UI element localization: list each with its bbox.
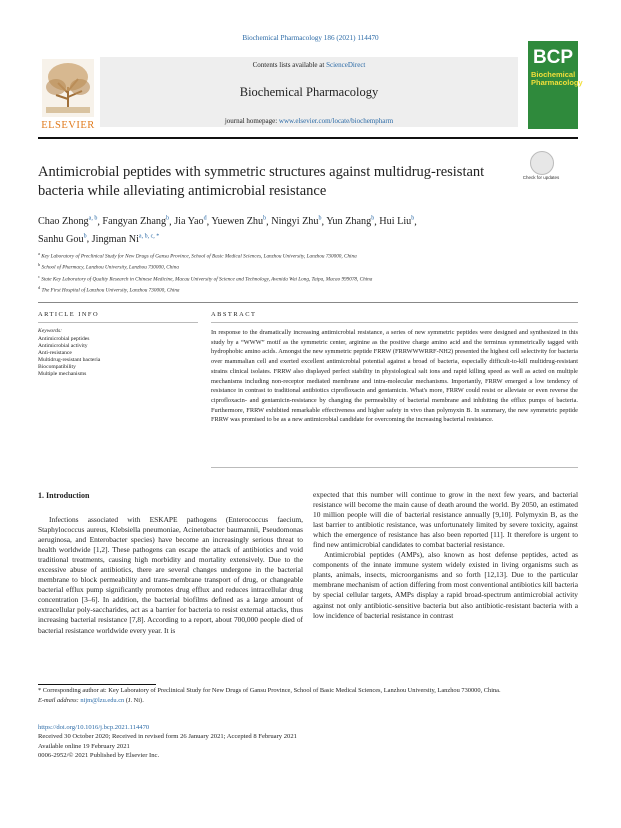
publication-info xyxy=(38,723,578,761)
email-line xyxy=(38,696,578,706)
corresponding-author-note: * Corresponding author at: Key Laboratory of Preclinical Study for New Drugs of Gansu Province, School of Basic Medical Sciences, Lanzhou University, Lanzhou 730000, China. xyxy=(38,687,501,694)
doi-link[interactable]: https://doi.org/10.1016/j.bcp.2021.114470 xyxy=(38,724,150,731)
keyword[interactable]: Antimicrobial activity xyxy=(38,343,88,350)
affiliation: $^a$ Key Laboratory of Preclinical Study for New Drugs of Gansu Province, School of Basic Medical Sciences, Lanzhou University, Lanzhou 730000, China xyxy=(38,251,357,260)
body-column-left xyxy=(38,515,303,636)
body-column-right xyxy=(313,490,578,621)
author[interactable]: Yuewen Zhu$^b$ xyxy=(211,216,267,228)
journal-name: Biochemical Pharmacology xyxy=(239,85,379,99)
footnote xyxy=(38,686,578,705)
homepage-line xyxy=(100,117,518,125)
author[interactable]: Jia Yao$^d$ xyxy=(174,216,207,228)
keyword[interactable]: Anti-resistance xyxy=(38,350,72,357)
affiliation: $^c$ State Key Laboratory of Quality Research in Chinese Medicine, Macau University of Science and Technology, Avenida Wai Long, Taipa, Macao 999078, China xyxy=(38,273,373,283)
affiliation: $^d$ The First Hospital of Lanzhou University, Lanzhou 730000, China xyxy=(38,284,180,294)
author[interactable]: Sanhu Gou$^b$ xyxy=(38,233,87,245)
abstract-text: In response to the dramatically increasing antimicrobial resistance, a series of new symmetric peptides were designed and synthesized in this study by a “WWW” motif as the symmetric center, arginine as the positive charge amino acid and the terminus symmetrically tagged with hydrophobic amino acids. Amongst the new symmetric peptide FRRW (FRRWWWRRF-NH2) presented the highest cell selectivity for bacteria over mammalian cell and exerted excellent antimicrobial potential against a broad of bacteria, especially difficult-to-kill multidrug-resistant strains clinical isolates. FRRW also displayed perfect stability in physiological salt ions and rapid killing speed as well as acted on multiple mechanisms including non-receptor mediated membrane and intra-molecular mechanisms. Importantly, FRRW emerged a low tendency of resistance in contrast to traditional antibiotics ciprofloxacin and gentamicin. What's more, FRRW could resist or alleviate or even reverse the ciprofloxacin- and gentamicin-resistance by changing the permeability of bacterial membrane and inhibiting the efflux pumps of bacteria. Furthermore, FRRW exhibited remarkable effectiveness and higher safety in vivo than polymyxin B. In summary, the new symmetric peptide FRRW was promised to be as a new antimicrobial candidate for overcoming the increasing bacterial resistance. xyxy=(211,329,578,424)
keyword[interactable]: Multiple mechanisms xyxy=(38,371,87,378)
affiliation: $^b$ School of Pharmacy, Lanzhou University, Lanzhou 730000, China xyxy=(38,262,179,272)
contents-prefix: Contents lists available at xyxy=(252,61,325,69)
keyword[interactable]: Antimicrobial peptides xyxy=(38,336,90,342)
abstract-rule xyxy=(211,322,578,323)
journal-cover[interactable] xyxy=(528,41,583,129)
affiliations xyxy=(38,250,578,295)
check-for-updates-button[interactable] xyxy=(524,151,558,189)
copyright: 0006-2952/© 2021 Published by Elsevier Inc. xyxy=(38,752,160,760)
keyword[interactable]: Multidrug-resistant bacteria xyxy=(38,357,101,364)
journal-citation-link[interactable]: Biochemical Pharmacology 186 (2021) 114470 xyxy=(242,34,379,42)
author[interactable]: Yun Zhang$^b$ xyxy=(326,216,375,228)
available-online: Available online 19 February 2021 xyxy=(38,742,130,750)
paragraph: Infections associated with ESKAPE pathogens (Enterococcus faecium, Staphylococcus aureus, Klebsiella pneumoniae, Acinetobacter baumannii, Pseudomonas aeruginosa, and Enterobacter species) have become an increasingly serious threat to health worldwide [1,2]. These pathogens can escape the attack of antibiotics and void traditional treatments, causing high morbidity and mortality extensively. Due to the excessive abuse of antibiotics, there are several changes undergone in the bacterial membrane to block permeability and trans-membrane transport of drug, or changeable bacterial efflux pump significantly promotes drug efflux and reduces intracellular drug concentration [3–6]. In addition, the bacterial biofilms defined as a large amount of extracellular poly-saccharides, act as a barrier for bacteria to resist external attacks, thus increasing bacterial resistance [7,8]. According to a report, about 700,000 people died of bacterial resistance worldwide every year. It is xyxy=(38,515,303,635)
author[interactable]: Ningyi Zhu$^b$ xyxy=(271,216,322,228)
abstract-heading: ABSTRACT xyxy=(211,311,257,318)
introduction-heading: 1. Introduction xyxy=(38,491,90,500)
article-info-heading: ARTICLE INFO xyxy=(38,311,100,318)
received-dates: Received 30 October 2020; Received in revised form 26 January 2021; Accepted 8 February 2021 xyxy=(38,733,297,741)
email-link[interactable]: nijm@lzu.edu.cn xyxy=(80,696,125,704)
homepage-link[interactable]: www.elsevier.com/locate/biochempharm xyxy=(278,117,394,125)
article-info-rule xyxy=(38,322,198,323)
author[interactable]: Hui Liu$^b$ xyxy=(379,216,415,228)
check-updates-icon xyxy=(530,151,554,175)
header-rule xyxy=(38,137,578,139)
publisher-name: ELSEVIER xyxy=(41,120,95,131)
author-list: Chao Zhong$^{a, b}$, Fangyan Zhang$^b$, Jia Yao$^d$, Yuewen Zhu$^b$, Ningyi Zhu$^b$, Yun Zhang$^b$, Hui Liu$^b$, Sanhu Gou$^b$, Jingman $Ni^{a, b, c, *}$ xyxy=(38,216,417,245)
footnote-rule xyxy=(38,684,156,685)
sciencedirect-link[interactable]: ScienceDirect xyxy=(326,61,366,69)
keyword-list xyxy=(38,336,198,379)
email-label: E-mail address: xyxy=(38,696,79,704)
cover-subtitle: Biochemical Pharmacology xyxy=(531,70,583,87)
paragraph: Antimicrobial peptides (AMPs), also known as host defense peptides, acted as components of the innate immune system widely existed in living organisms such as plants, animals, insects, microorganisms and so forth [12,13]. Due to the particular membrane mechanism of action differing from most conventional antibiotics kill bacteria by special cellular targets, AMPs display a rapid broad-spectrum antimicrobial activity against not only antibiotic-sensitive bacteria but also antibiotic-resistant bacteria with a low incidence of bacterial resistance in contrast xyxy=(313,550,578,620)
article-title: Antimicrobial peptides with symmetric structures against multidrug-resistant bacteria while alleviating antimicrobial resistance xyxy=(38,164,485,199)
check-updates-label: Check for updates xyxy=(522,175,560,180)
author[interactable]: Jingman $Ni^{a, b, c, *}$ xyxy=(91,233,160,245)
keyword[interactable]: Biocompatibility xyxy=(38,364,76,371)
section-rule xyxy=(38,302,578,303)
author[interactable]: Chao Zhong$^{a, b}$ xyxy=(38,216,98,228)
keywords-label: Keywords: xyxy=(38,328,63,334)
abstract-end-rule xyxy=(211,467,578,468)
homepage-prefix: journal homepage: xyxy=(224,117,278,125)
cover-abbrev: BCP xyxy=(532,47,574,68)
contents-line xyxy=(100,61,518,69)
author[interactable]: Fangyan Zhang$^b$ xyxy=(102,216,170,228)
paragraph: expected that this number will continue to grow in the next few years, and bacterial resistance will become the main cause of death around the world. By 2050, an estimated 10 million people will die of bacterial resistance annually [9,10]. Polymyxin B, as the last barrier to antibiotic resistance, was unfortunately limited by severe toxicity, against which the emergence of resistance has also been reported [11]. It therefore is urgent to find new antimicrobial candidates to combat bacterial resistance. xyxy=(313,490,578,550)
email-suffix: (J. Ni). xyxy=(125,696,144,704)
